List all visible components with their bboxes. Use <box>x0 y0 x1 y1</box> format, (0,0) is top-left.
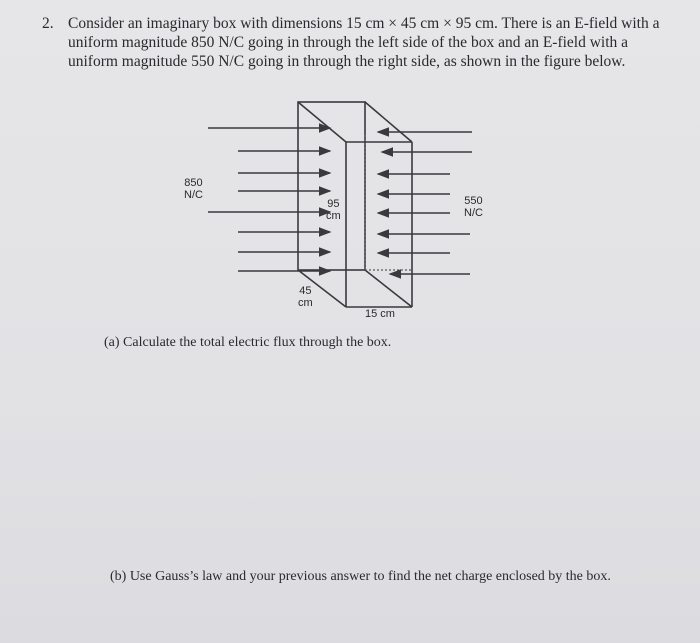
width-label: 15 cm <box>365 308 395 320</box>
left-field-label: 850 N/C <box>184 177 203 201</box>
left-field-arrows <box>208 128 330 271</box>
right-field-label: 550 N/C <box>464 195 483 219</box>
height-label: 95 cm <box>326 198 341 222</box>
question-2 <box>42 14 662 71</box>
part-b: (b) Use Gauss’s law and your previous answer to find the net charge enclosed by the box. <box>110 569 611 584</box>
box-field-figure <box>160 95 483 330</box>
question-number: 2. <box>42 15 54 32</box>
right-field-arrows <box>378 132 472 274</box>
depth-label: 45 cm <box>298 285 313 309</box>
part-a: (a) Calculate the total electric flux through the box. <box>104 335 392 350</box>
box-diagram <box>160 95 480 330</box>
hidden-edges <box>365 135 412 270</box>
question-text: Consider an imaginary box with dimensions 15 cm × 45 cm × 95 cm. There is an E-field with a uniform magnitude 850 N/C going in through the left side of the box and an E-field with a uniform magnitude 550 N/C going in through the right side, as shown in the figure below. <box>68 15 660 70</box>
